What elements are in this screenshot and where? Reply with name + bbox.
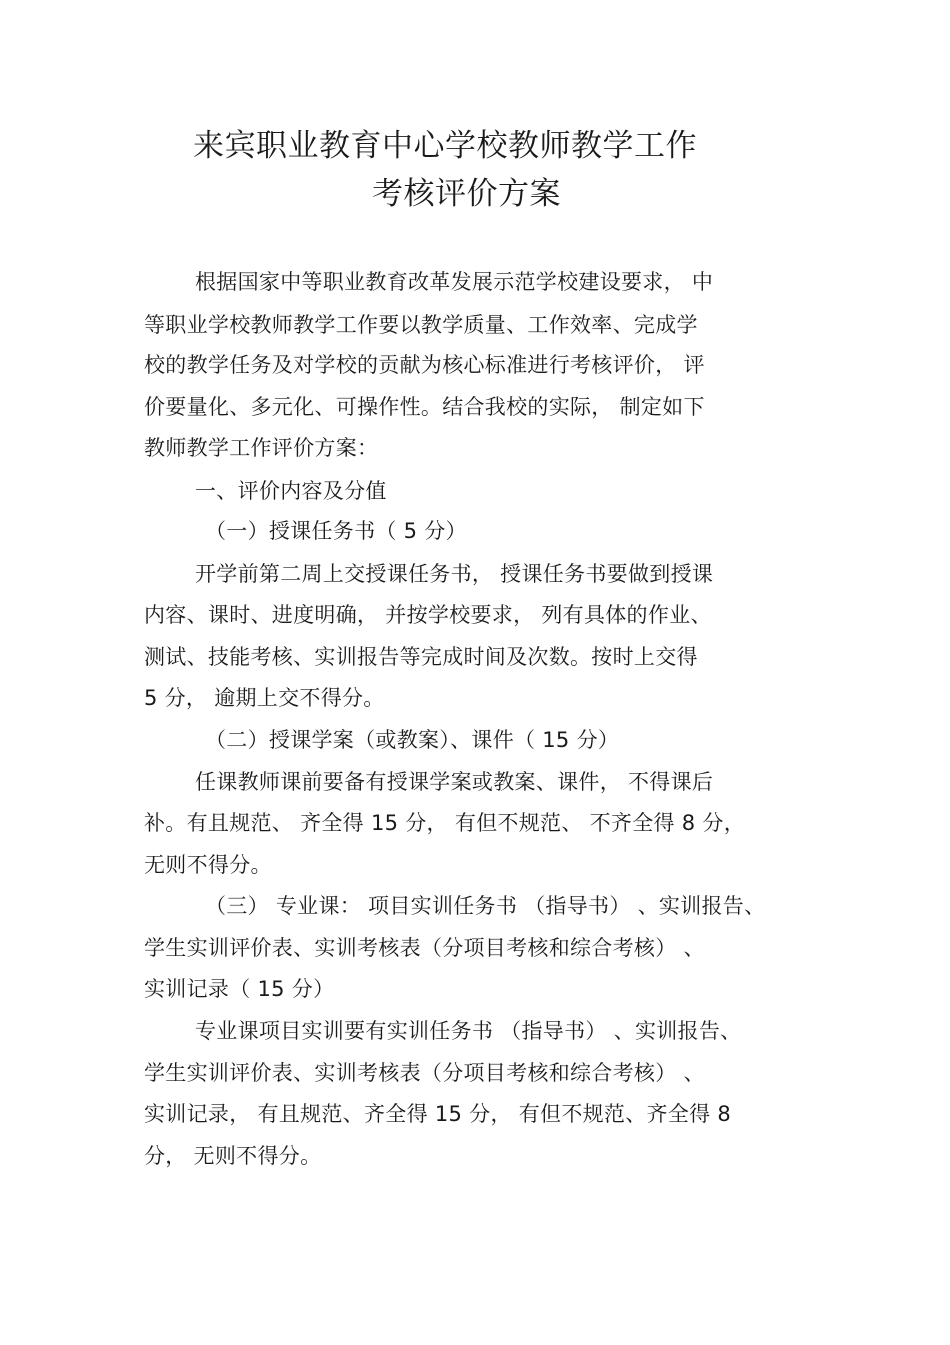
paragraph-line: 价要量化、多元化、可操作性。结合我校的实际， 制定如下 bbox=[144, 395, 705, 419]
subsection-heading: （二）授课学案（或教案）、课件（ 15 分） bbox=[205, 728, 620, 752]
paragraph-line: 等职业学校教师教学工作要以教学质量、工作效率、完成学 bbox=[144, 313, 698, 337]
paragraph-line: 补。有且规范、 齐全得 15 分， 有但不规范、 不齐全得 8 分， bbox=[144, 811, 746, 835]
paragraph-line: 校的教学任务及对学校的贡献为核心标准进行考核评价， 评 bbox=[144, 353, 705, 377]
document-title-line2: 考核评价方案 bbox=[372, 176, 561, 212]
paragraph-line: 测试、技能考核、实训报告等完成时间及次数。按时上交得 bbox=[144, 645, 698, 669]
paragraph-line: 开学前第二周上交授课任务书， 授课任务书要做到授课 bbox=[195, 562, 714, 586]
section-heading: 一、评价内容及分值 bbox=[195, 479, 387, 503]
paragraph-line: 5 分， 逾期上交不得分。 bbox=[144, 686, 385, 710]
paragraph-line: 根据国家中等职业教育改革发展示范学校建设要求， 中 bbox=[195, 270, 714, 294]
paragraph-line: 专业课项目实训要有实训任务书 （指导书） 、实训报告、 bbox=[195, 1019, 742, 1043]
paragraph-line: 教师教学工作评价方案： bbox=[144, 436, 379, 460]
document-title-line1: 来宾职业教育中心学校教师教学工作 bbox=[193, 128, 697, 164]
paragraph-line: 任课教师课前要备有授课学案或教案、课件， 不得课后 bbox=[195, 770, 714, 794]
subsection-heading: （三） 专业课： 项目实训任务书 （指导书） 、实训报告、 bbox=[205, 894, 766, 918]
paragraph-line: 内容、课时、进度明确， 并按学校要求， 列有具体的作业、 bbox=[144, 603, 712, 627]
subsection-heading-continued: 实训记录（ 15 分） bbox=[144, 977, 335, 1001]
subsection-heading: （一）授课任务书（ 5 分） bbox=[205, 519, 467, 543]
paragraph-line: 分， 无则不得分。 bbox=[144, 1144, 322, 1168]
paragraph-line: 学生实训评价表、实训考核表（分项目考核和综合考核） 、 bbox=[144, 1061, 705, 1085]
subsection-heading-continued: 学生实训评价表、实训考核表（分项目考核和综合考核） 、 bbox=[144, 936, 705, 960]
paragraph-line: 无则不得分。 bbox=[144, 853, 272, 877]
paragraph-line: 实训记录， 有且规范、齐全得 15 分， 有但不规范、齐全得 8 bbox=[144, 1102, 732, 1126]
